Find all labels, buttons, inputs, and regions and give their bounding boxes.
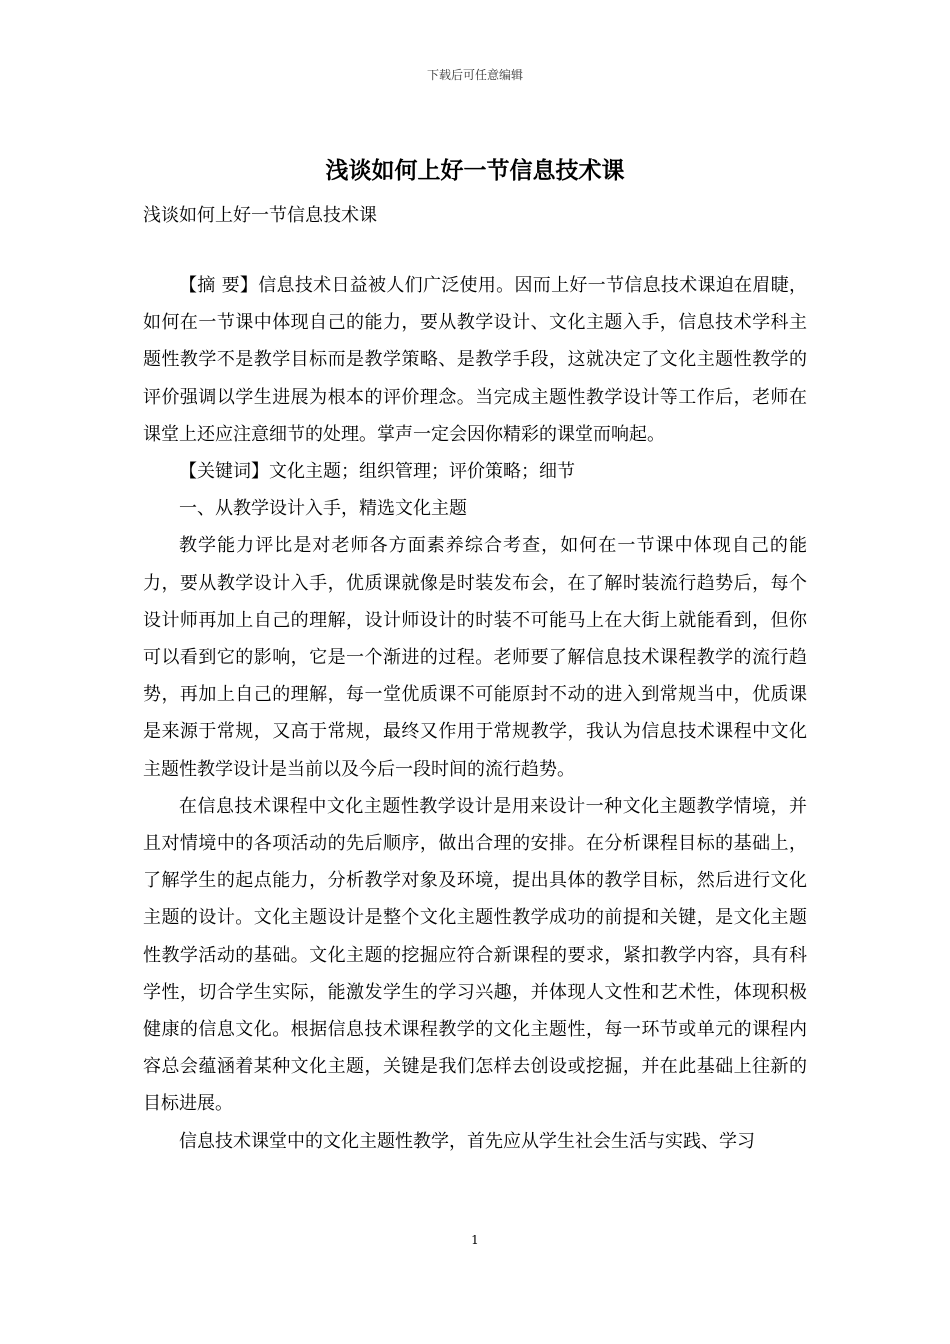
keywords-paragraph: 【关键词】文化主题；组织管理；评价策略；细节: [179, 461, 575, 483]
body-paragraph: 在信息技术课程中文化主题性教学设计是用来设计一种文化主题教学情境，并且对情境中的各项活动的先后顺序，做出合理的安排。在分析课程目标的基础上，了解学生的起点能力，分析教学对象及环境，提出具体的教学目标，然后进行文化主题的设计。文化主题设计是整个文化主题性教学成功的前提和关键，是文化主题性教学活动的基础。文化主题的挖掘应符合新课程的要求，紧扣教学内容，具有科学性，切合学生实际，能激发学生的学习兴趣，并体现人文性和艺术性，体现积极健康的信息文化。根据信息技术课程教学的文化主题性，每一环节或单元的课程内容总会蕴涵着某种文化主题，关键是我们怎样去创设或挖掘，并在此基础上往新的目标进展。: [143, 795, 807, 1115]
page-number: 1: [471, 1233, 479, 1247]
section-heading: 一、从教学设计入手，精选文化主题: [179, 498, 467, 520]
body-paragraph: 教学能力评比是对老师各方面素养综合考查，如何在一节课中体现自己的能力，要从教学设计入手，优质课就像是时装发布会，在了解时装流行趋势后，每个设计师再加上自己的理解，设计师设计的时装不可能马上在大街上就能看到，但你可以看到它的影响，它是一个渐进的过程。老师要了解信息技术课程教学的流行趋势，再加上自己的理解，每一堂优质课不可能原封不动的进入到常规当中，优质课是来源于常规，又高于常规，最终又作用于常规教学，我认为信息技术课程中文化主题性教学设计是当前以及今后一段时间的流行趋势。: [143, 535, 807, 780]
abstract-paragraph: 【摘 要】信息技术日益被人们广泛使用。因而上好一节信息技术课迫在眉睫，如何在一节课中体现自己的能力，要从教学设计、文化主题入手，信息技术学科主题性教学不是教学目标而是教学策略、是教学手段，这就决定了文化主题性教学的评价强调以学生进展为根本的评价理念。当完成主题性教学设计等工作后，老师在课堂上还应注意细节的处理。掌声一定会因你精彩的课堂而响起。: [143, 275, 807, 445]
body-paragraph: 信息技术课堂中的文化主题性教学，首先应从学生社会生活与实践、学习: [179, 1130, 755, 1152]
document-subtitle: 浅谈如何上好一节信息技术课: [143, 205, 377, 226]
page-header: 下载后可任意编辑: [426, 68, 523, 82]
document-title: 浅谈如何上好一节信息技术课: [325, 157, 625, 184]
document-body: [143, 267, 807, 1160]
